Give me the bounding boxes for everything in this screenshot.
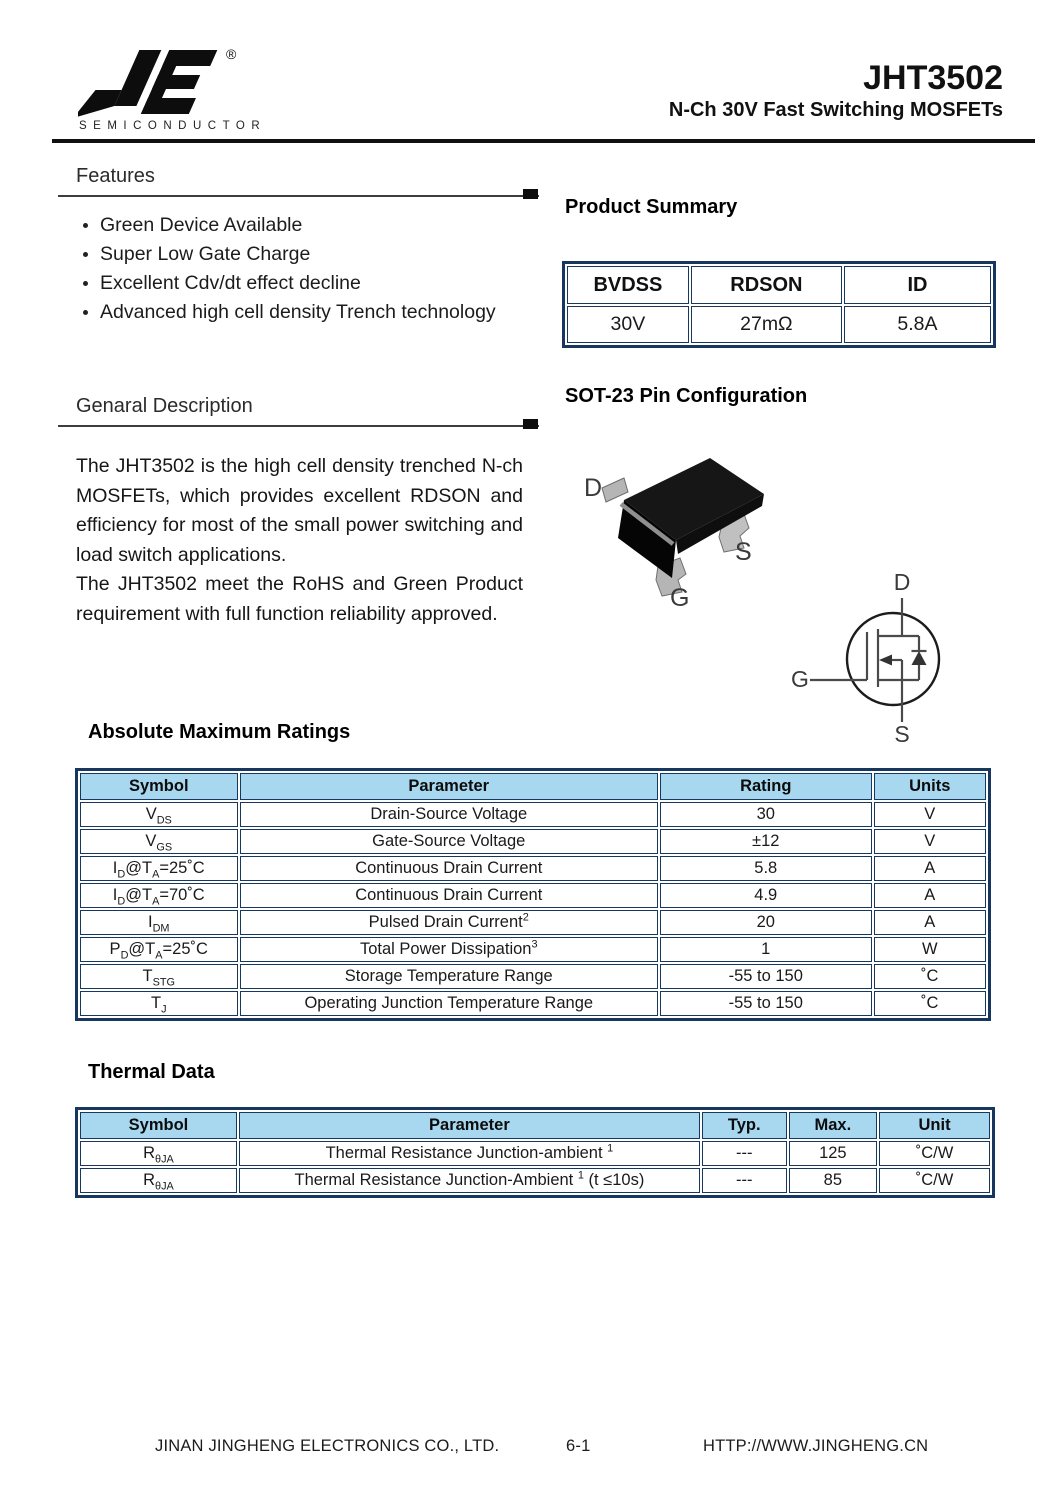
table-cell: --- xyxy=(702,1168,787,1193)
table-cell: ˚C xyxy=(874,991,987,1016)
superscript: 1 xyxy=(607,1142,614,1155)
column-header: Parameter xyxy=(240,773,659,800)
column-header: ID xyxy=(844,266,991,304)
feature-item xyxy=(80,269,535,298)
table-row xyxy=(80,829,986,854)
features-list xyxy=(80,211,535,327)
table-header-row xyxy=(80,773,986,800)
table-cell: Continuous Drain Current xyxy=(240,883,659,908)
table-cell: V xyxy=(874,802,987,827)
brand-sub-label: SEMICONDUCTOR xyxy=(79,120,267,132)
header-divider xyxy=(52,139,1035,143)
description-paragraph: The JHT3502 meet the RoHS and Green Product requirement with full function reliability approved. xyxy=(76,573,523,625)
column-header: BVDSS xyxy=(567,266,689,304)
column-header: Unit xyxy=(879,1112,990,1139)
table-cell: $I_D@T_A=70˚C$ xyxy=(80,883,238,908)
column-header: Symbol xyxy=(80,773,238,800)
bullet-icon xyxy=(83,252,88,257)
table-row xyxy=(80,910,986,935)
table-cell: W xyxy=(874,937,987,962)
table-cell: A xyxy=(874,856,987,881)
table-cell: A xyxy=(874,883,987,908)
table-cell: Thermal Resistance Junction-ambient $^1$ xyxy=(239,1141,700,1166)
subscript: A xyxy=(152,868,160,881)
document-subtitle: N-Ch 30V Fast Switching MOSFETs xyxy=(668,99,1003,121)
registered-trademark: ® xyxy=(226,46,237,62)
table-cell: 1 xyxy=(660,937,872,962)
subscript: A xyxy=(152,895,160,908)
subscript: GS xyxy=(156,841,173,854)
footer-company: JINAN JINGHENG ELECTRONICS CO., LTD. xyxy=(155,1437,500,1455)
table-cell: 5.8 xyxy=(660,856,872,881)
table-cell: $P_D@T_A=25˚C$ xyxy=(80,937,238,962)
superscript: 3 xyxy=(531,938,538,951)
features-heading xyxy=(58,165,539,197)
thermal-data-table xyxy=(78,1110,992,1195)
subscript: J xyxy=(161,1003,167,1016)
table-cell: -55 to 150 xyxy=(660,964,872,989)
feature-item xyxy=(80,211,535,240)
package-source-label: S xyxy=(735,538,752,566)
sot23-package-image xyxy=(572,438,787,613)
general-description-heading xyxy=(58,395,539,427)
table-row xyxy=(80,856,986,881)
subscript: θJA xyxy=(155,1153,174,1166)
table-row xyxy=(567,306,991,343)
table-cell: $V_{DS}$ xyxy=(80,802,238,827)
mosfet-symbol-image xyxy=(788,572,973,747)
subscript: D xyxy=(120,949,129,962)
column-header: Parameter xyxy=(239,1112,700,1139)
column-header: Max. xyxy=(789,1112,877,1139)
table-cell: Total Power Dissipation$^3$ xyxy=(240,937,659,962)
footer-website: HTTP://WWW.JINGHENG.CN xyxy=(703,1437,929,1455)
column-header: Rating xyxy=(660,773,872,800)
package-gate-label: G xyxy=(670,584,690,612)
bullet-icon xyxy=(83,223,88,228)
superscript: 2 xyxy=(522,911,529,924)
feature-item xyxy=(80,298,535,327)
table-header-row xyxy=(80,1112,990,1139)
column-header: Units xyxy=(874,773,987,800)
table-cell: 4.9 xyxy=(660,883,872,908)
table-cell: Gate-Source Voltage xyxy=(240,829,659,854)
thermal-data-heading: Thermal Data xyxy=(88,1061,215,1083)
footer-page-number: 6-1 xyxy=(566,1437,591,1455)
table-cell: Continuous Drain Current xyxy=(240,856,659,881)
general-description-text xyxy=(76,452,523,629)
body-diode xyxy=(912,651,927,665)
table-cell: $T_J$ xyxy=(80,991,238,1016)
table-cell: ˚C xyxy=(874,964,987,989)
description-paragraph: The JHT3502 is the high cell density trenched N-ch MOSFETs, which provides excellent RDSON and efficiency for most of the small power switching and load switch applications. xyxy=(76,455,523,566)
feature-text: Advanced high cell density Trench technology xyxy=(100,301,496,323)
table-row xyxy=(80,991,986,1016)
table-cell: 125 xyxy=(789,1141,877,1166)
symbol-drain-label: D xyxy=(893,572,911,595)
section-rule-marker-icon xyxy=(523,189,538,199)
table-cell: A xyxy=(874,910,987,935)
column-header: RDSON xyxy=(691,266,842,304)
table-cell: Drain-Source Voltage xyxy=(240,802,659,827)
feature-text: Super Low Gate Charge xyxy=(100,243,311,265)
subscript: A xyxy=(155,949,163,962)
table-cell: Thermal Resistance Junction-Ambient $^1$ (t ≤10s) xyxy=(239,1168,700,1193)
product-summary-table-wrap xyxy=(562,261,996,348)
table-cell: $I_{DM}$ xyxy=(80,910,238,935)
table-cell: ±12 xyxy=(660,829,872,854)
symbol-gate-label: G xyxy=(791,666,809,692)
table-row xyxy=(80,1141,990,1166)
feature-item xyxy=(80,240,535,269)
table-cell: ˚C/W xyxy=(879,1141,990,1166)
absolute-maximum-ratings-heading: Absolute Maximum Ratings xyxy=(88,721,351,743)
column-header: Typ. xyxy=(702,1112,787,1139)
features-heading-label: Features xyxy=(76,165,155,187)
table-cell: 5.8A xyxy=(844,306,991,343)
document-title-block xyxy=(669,60,1003,122)
table-row xyxy=(80,802,986,827)
table-cell: 30 xyxy=(660,802,872,827)
table-cell: $R_{\theta JA}$ xyxy=(80,1168,237,1193)
table-cell: V xyxy=(874,829,987,854)
table-row xyxy=(80,883,986,908)
table-cell: Pulsed Drain Current$^2$ xyxy=(240,910,659,935)
column-header: Symbol xyxy=(80,1112,237,1139)
table-cell: --- xyxy=(702,1141,787,1166)
feature-text: Green Device Available xyxy=(100,214,303,236)
subscript: θJA xyxy=(155,1180,174,1193)
subscript: D xyxy=(117,868,126,881)
superscript: 1 xyxy=(577,1169,584,1182)
brand-logo-icon xyxy=(78,44,228,120)
pin-configuration-heading: SOT-23 Pin Configuration xyxy=(565,385,808,407)
subscript: STG xyxy=(152,976,175,989)
table-cell: Operating Junction Temperature Range xyxy=(240,991,659,1016)
table-cell: 20 xyxy=(660,910,872,935)
feature-text: Excellent Cdv/dt effect decline xyxy=(100,272,361,294)
absolute-maximum-ratings-table xyxy=(78,771,988,1018)
table-cell: $R_{\theta JA}$ xyxy=(80,1141,237,1166)
table-cell: $I_D@T_A=25˚C$ xyxy=(80,856,238,881)
section-rule-marker-icon xyxy=(523,419,538,429)
package-drain-label: D xyxy=(584,474,603,502)
bullet-icon xyxy=(83,281,88,286)
product-summary-table xyxy=(565,264,993,345)
table-cell: $V_{GS}$ xyxy=(80,829,238,854)
table-cell: 30V xyxy=(567,306,689,343)
table-cell: 27mΩ xyxy=(691,306,842,343)
product-summary-heading: Product Summary xyxy=(565,196,738,218)
table-row xyxy=(80,937,986,962)
subscript: DM xyxy=(152,922,170,935)
subscript: D xyxy=(117,895,126,908)
subscript: DS xyxy=(156,814,172,827)
bullet-icon xyxy=(83,310,88,315)
table-row xyxy=(80,1168,990,1193)
general-description-heading-label: Genaral Description xyxy=(76,395,253,417)
thermal-data-table-wrap xyxy=(75,1107,995,1198)
table-cell: $T_{STG}$ xyxy=(80,964,238,989)
table-cell: Storage Temperature Range xyxy=(240,964,659,989)
body-arrow xyxy=(879,655,892,666)
table-header-row xyxy=(567,266,991,304)
table-row xyxy=(80,964,986,989)
brand-logo xyxy=(78,44,308,139)
symbol-source-label: S xyxy=(894,721,910,747)
table-cell: -55 to 150 xyxy=(660,991,872,1016)
table-cell: 85 xyxy=(789,1168,877,1193)
table-cell: ˚C/W xyxy=(879,1168,990,1193)
drain-lead xyxy=(602,478,628,502)
absolute-maximum-ratings-table-wrap xyxy=(75,768,991,1021)
part-number-title: JHT3502 xyxy=(863,59,1003,97)
